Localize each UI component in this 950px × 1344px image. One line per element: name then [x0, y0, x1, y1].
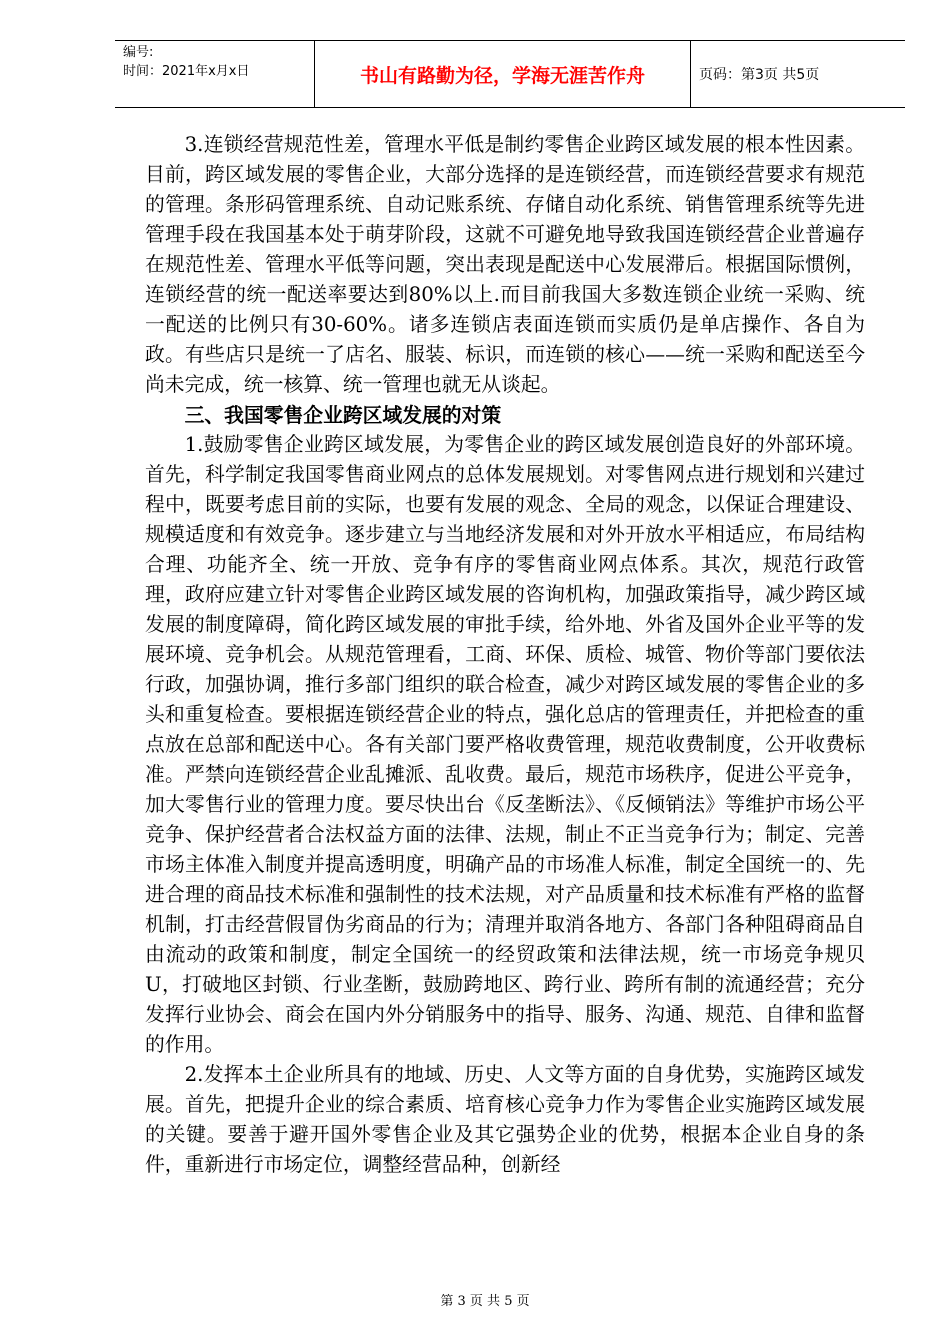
- paragraph-1: 3.连锁经营规范性差，管理水平低是制约零售企业跨区域发展的根本性因素。目前，跨区域发展的零售企业，大部分选择的是连锁经营，而连锁经营要求有规范的管理。条形码管理系统、自动记账系统、存储自动化系统、销售管理系统等先进管理手段在我国基本处于萌芽阶段，这就不可避免地导致我国连锁经营企业普遍存在规范性差、管理水平低等问题，突出表现是配送中心发展滞后。根据国际惯例，连锁经营的统一配送率要达到80%以上.而目前我国大多数连锁企业统一采购、统一配送的比例只有30-60%。诸多连锁店表面连锁而实质仍是单店操作、各自为政。有些店只是统一了店名、服装、标识，而连锁的核心——统一采购和配送至今尚未完成，统一核算、统一管理也就无从谈起。: [145, 133, 865, 396]
- header-meta: [115, 41, 315, 107]
- number-label: 编号:: [123, 45, 154, 60]
- time-label: 时间：2021年x月x日: [123, 64, 250, 79]
- page-footer: [0, 1290, 950, 1309]
- paragraph-2: 1.鼓励零售企业跨区域发展，为零售企业的跨区域发展创造良好的外部环境。首先，科学制定我国零售商业网点的总体发展规划。对零售网点进行规划和兴建过程中，既要考虑目前的实际，也要有发展的观念、全局的观念，以保证合理建设、规模适度和有效竞争。逐步建立与当地经济发展和对外开放水平相适应，布局结构合理、功能齐全、统一开放、竞争有序的零售商业网点体系。其次，规范行政管理，政府应建立针对零售企业跨区域发展的咨询机构，加强政策指导，减少跨区域发展的制度障碍，简化跨区域发展的审批手续，给外地、外省及国外企业平等的发展环境、竞争机会。从规范管理看，工商、环保、质检、城管、物价等部门要依法行政，加强协调，推行多部门组织的联合检查，减少对跨区域发展的零售企业的多头和重复检查。要根据连锁经营企业的特点，强化总店的管理责任，并把检查的重点放在总部和配送中心。各有关部门要严格收费管理，规范收费制度，公开收费标准。严禁向连锁经营企业乱摊派、乱收费。最后，规范市场秩序，促进公平竞争，加大零售行业的管理力度。要尽快出台《反垄断法》、《反倾销法》等维护市场公平竞争、保护经营者合法权益方面的法律、法规，制止不正当竞争行为；制定、完善市场主体准入制度并提高透明度，明确产品的市场准人标准，制定全国统一的、先进合理的商品技术标准和强制性的技术法规，对产品质量和技术标准有严格的监督机制，打击经营假冒伪劣商品的行为；清理并取消各地方、各部门各种阻碍商品自由流动的政策和制度，制定全国统一的经贸政策和法律法规，统一市场竞争规贝U，打破地区封锁、行业垄断，鼓励跨地区、跨行业、跨所有制的流通经营；充分发挥行业协会、商会在国内外分销服务中的指导、服务、沟通、规范、自律和监督的作用。: [145, 433, 865, 1056]
- footer-page-number: 第 3 页 共 5 页: [440, 1294, 530, 1309]
- page-header: [115, 40, 905, 108]
- header-motto: 书山有路勤为径，学海无涯苦作舟: [315, 41, 691, 107]
- section-title: 三、我国零售企业跨区域发展的对策: [184, 403, 502, 427]
- paragraph-3: 2.发挥本土企业所具有的地域、历史、人文等方面的自身优势，实施跨区域发展。首先，把提升企业的综合素质、培育核心竞争力作为零售企业实施跨区域发展的关键。要善于避开国外零售企业及其它强势企业的优势，根据本企业自身的条件，重新进行市场定位，调整经营品种，创新经: [145, 1063, 865, 1176]
- header-page-info: 页码：第3页 共5页: [699, 67, 820, 83]
- document-body: [145, 130, 865, 1180]
